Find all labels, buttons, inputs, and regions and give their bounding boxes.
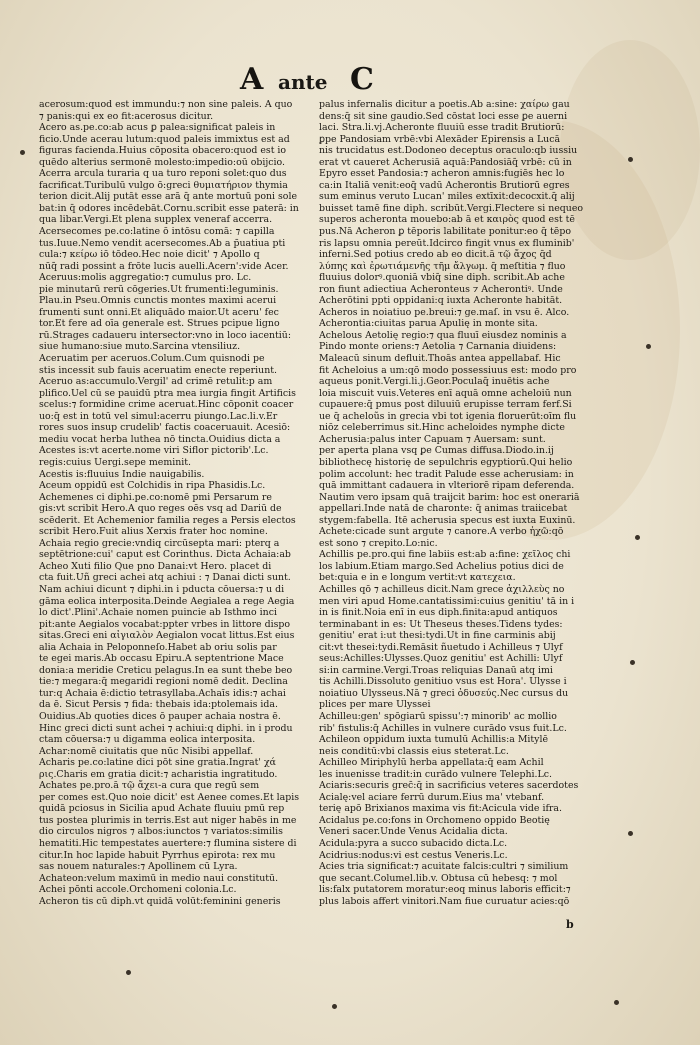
text-line: plifico.Uel cū se pauidū ptra mea iurgia fingit Artificis bbox=[39, 387, 296, 399]
text-line: noiatiuo Ulysseus.Nā ⁊ greci ὀδυσεύς.Nec cursus du bbox=[319, 687, 569, 699]
text-line: fluuius dolorꝰ.quoniā vbiq̄ sine diph. scribit.Ab ache bbox=[319, 272, 565, 284]
text-line: siue humano:siue muto.Sarcina vtensiliuz. bbox=[39, 341, 241, 353]
text-line: Achei pōnti accole.Orchomeni colonia.Lc. bbox=[39, 884, 237, 896]
text-line: bibliothecę historię de sepulchris egyptiorū.Qui helio bbox=[319, 456, 573, 468]
text-line: ris lapsu omnia pereūt.Idcirco fingit vnus ex fluminib' bbox=[319, 237, 575, 249]
text-line: tur:q Achaia ē:dictio tetrasyllaba.Achaīs idis:⁊ achai bbox=[39, 687, 286, 699]
left-text-column bbox=[39, 99, 311, 907]
text-line: stygem:fabella. Itē acherusia specus est iuxta Euxinū. bbox=[319, 514, 576, 526]
worm-hole bbox=[20, 150, 25, 155]
text-line: nūq̄ radi possint a frōte lucis auelli.Acern':vide Acer. bbox=[39, 260, 289, 272]
header-left-letter: A bbox=[240, 62, 265, 97]
text-line: frumenti sunt onni.Et aliquādo maior.Ut aceru' fec bbox=[39, 306, 279, 318]
worm-hole bbox=[614, 1000, 619, 1005]
text-line: Ouidius.Ab quoties dices ō pauper achaia nostra ē. bbox=[39, 710, 281, 722]
text-line: acerosum:quod est immundu:⁊ non sine paleis. A quo bbox=[39, 99, 293, 110]
text-line: ue q̄ acheloũs in grecia vbi tot igenia floruerūt:oīm flu bbox=[319, 410, 577, 422]
text-line: sas nouem naturales:⁊ Apollinem cū Lyra. bbox=[39, 861, 238, 873]
text-line: Hinc greci dicti sunt achei ⁊ achiui:q diphi. in i produ bbox=[39, 722, 293, 734]
text-line: Acies tria significat:⁊ acuitate falcis:cultri ⁊ similium bbox=[319, 861, 569, 873]
text-line: Acialę:vel aciare ferrū durum.Eius ma' vtebanf. bbox=[319, 791, 545, 803]
text-line: Plau.in Pseu.Omnis cunctis montes maximi acerui bbox=[39, 295, 277, 307]
worm-hole bbox=[628, 831, 633, 836]
text-line: in is finit.Noia enī in eus diph.finita:apud antiquos bbox=[319, 607, 558, 619]
text-line: Achilleo Miriphylū herba appellata:q̄ eam Achil bbox=[319, 757, 544, 769]
text-line: facrificat.Turibulū vulgo ō:greci θυμιατήριον thymia bbox=[39, 179, 288, 191]
text-line: ρις.Charis em gratia dicit:⁊ acharistia ingratitudo. bbox=[39, 768, 278, 780]
text-line: ⁊ panis:qui ex eo fit:acerosus dicitur. bbox=[39, 110, 214, 122]
text-line: plus labois affert vinitori.Nam fiue curuatur acies:qō bbox=[319, 895, 570, 907]
text-line: scelus:⁊ formidine crime aceruat.Hinc cōponit coacer bbox=[39, 399, 294, 411]
text-line: Aceum oppidū est Colchidis in ripa Phasidis.Lc. bbox=[39, 480, 266, 492]
text-line: Achete:cicade sunt argute ⁊ canore.A verbo ἠχῶ:qō bbox=[319, 526, 564, 538]
text-line: gis:vt scribit Hero.A quo reges oēs vsq ad Dariū de bbox=[39, 503, 282, 515]
text-line: genitiu' erat i:ut thesi:tydi.Ut in fine carminis abij bbox=[319, 630, 556, 642]
text-line: Veneri sacer.Unde Venus Acidalia dicta. bbox=[319, 826, 508, 838]
text-line: septētrione:cui' caput est Corinthus. Dicta Achaia:ab bbox=[39, 549, 291, 561]
text-line: dio circulos nigros ⁊ albos:iunctos ⁊ variatos:similis bbox=[39, 826, 283, 838]
text-line: neis conditū:vbi classis eius steterat.Lc. bbox=[319, 745, 509, 757]
text-line: ꝑpe Pandosiam vrbē:vbi Alexāder Epirensis a Lucā bbox=[319, 133, 561, 145]
text-line: Achilleu:gen' spōgiarū spissu':⁊ minorib' ac mollio bbox=[319, 710, 557, 722]
text-line: loia miscuit vuis.Veteres enī aquā omne acheloiū nun bbox=[319, 387, 572, 399]
text-line: dens:q̄ sit sine gaudio.Sed cōstat loci esse ꝑe auerni bbox=[319, 110, 568, 122]
text-line: ca:in Italiā venit:eoq̄ vadū Acherontis Brutiorū egres bbox=[319, 179, 570, 191]
text-line: est sono ⁊ crepito.Lo:nic. bbox=[319, 537, 438, 549]
text-line: bet:quia e in e longum vertit:vt κατεχεια. bbox=[319, 572, 516, 584]
text-line: superos acheronta mouebo:ab ā et καιρὸς quod est tē bbox=[319, 214, 575, 226]
text-line: figuras facienda.Huius cōposita obacero:quod est io bbox=[39, 145, 287, 157]
text-line: ron fiunt adiectiua Acheronteus ⁊ Acherontiꝰ. Unde bbox=[319, 283, 563, 295]
header-right-letter: C bbox=[350, 62, 374, 97]
text-line: Acidula:pyra a succo subacido dicta.Lc. bbox=[319, 838, 508, 849]
text-line: niōz celeberrimus sit.Hinc acheloides nymphe dicte bbox=[319, 422, 565, 434]
text-line: Acerra arcula turaria q ua turo reponi solet:quo dus bbox=[39, 168, 287, 180]
text-line: Achaia regio grecie:vndiq circūsepta mari: pterq a bbox=[39, 537, 280, 549]
text-line: Nam achiui dicunt ⁊ diphi.in i pducta cōuersa:⁊ u di bbox=[39, 583, 285, 595]
text-line: que secant.Columel.lib.v. Obtusa cū hebesq: ⁊ mol bbox=[319, 872, 558, 884]
text-line: Acherontia:ciuitas parua Apulię in monte sita. bbox=[319, 318, 538, 330]
text-line: Achates pe.pro.ā τῷ ἄχει-a cura que regū sem bbox=[39, 780, 260, 792]
text-line: sitas.Greci eni αἰγιαλὸν Aegialon vocat littus.Est eius bbox=[39, 630, 295, 642]
text-line: seus:Achilles:Ulysses.Quoz genitiu' est Achilli: Ulyf bbox=[319, 653, 563, 665]
text-line: los labium.Etiam margo.Sed Achelius potius dici de bbox=[319, 560, 564, 572]
text-line: lo dict'.Plini'.Achaie nomen puincie ab Isthmo inci bbox=[39, 607, 277, 619]
text-line: da ē. Sicut Persis ⁊ fida: thebais ida:ptolemais ida. bbox=[39, 699, 278, 711]
text-line: tus.Iuue.Nemo vendit acersecomes.Ab a p̄uatiua pti bbox=[39, 237, 286, 249]
text-line: λύπης καὶ ἐρωτιάμενῆς τῆμ ἄλγωμ. q̄ meſtitia ⁊ fluo bbox=[319, 260, 566, 272]
text-line: per comes est.Quo noie dicit' est Aenee comes.Et lapis bbox=[39, 791, 300, 803]
text-line: Aceruatim per aceruos.Colum.Cum quisnodi pe bbox=[39, 353, 265, 365]
text-line: Achar:nomē ciuitatis que nūc Nisibi appellaf. bbox=[39, 745, 254, 757]
text-line: erat vt caueret Acherusiā aquā:Pandosiāq̄ vrbē: cū in bbox=[319, 156, 572, 168]
text-line: terminabant in es: Ut Theseus theses.Tidens tydes: bbox=[319, 618, 563, 630]
text-line: appellari.Inde natā de charonte: q̄ animas traiicebat bbox=[319, 503, 568, 515]
text-line: rū.Strages cadaueru intersector:vno in loco iacentiū: bbox=[39, 329, 291, 341]
signature-mark: b bbox=[566, 918, 574, 931]
worm-hole bbox=[628, 157, 633, 162]
text-line: hematiti.Hic tempestates auertere:⁊ flumina sistere di bbox=[39, 838, 297, 849]
text-line: Aceruus:molis aggregatio:⁊ cumulus pro. Lc. bbox=[39, 272, 252, 284]
text-line: citur.In hoc lapide habuit Pyrrhus epirota: rex mu bbox=[39, 849, 276, 861]
text-line: pit:ante Aegialos vocabat:ppter vrbes in littore dispo bbox=[39, 618, 291, 630]
text-line: cula:⁊ κείρω iō tōdeo.Hec noie dicit' ⁊ Apollo q bbox=[39, 249, 260, 261]
text-line: Aceruo as:accumulo.Vergil' ad crimē retulit:p am bbox=[39, 376, 273, 388]
header-word: ante bbox=[278, 70, 328, 94]
text-line: tie:⁊ megara:q̄ megaridi regioni nomē dedit. Declina bbox=[39, 676, 288, 688]
text-line: laci. Stra.li.vj.Acheronte fluuiū esse tradit Brutiorū: bbox=[319, 122, 565, 134]
text-line: inferni.Sed potius credo ab eo dicit.ā τῷ ἄχος q̄d bbox=[319, 249, 552, 261]
text-line: sum eminus veruto Lucan' miles extīxit:decocxit.q̄ alij bbox=[319, 191, 575, 203]
worm-hole bbox=[630, 660, 635, 665]
text-line: pus.Nā Acheron ꝑ tēporis labilitate ponitur:eo q̄ tēpo bbox=[319, 226, 571, 238]
worm-hole bbox=[332, 1004, 337, 1009]
text-line: lis:falx putatorem moratur:eoq minus laboris efficit:⁊ bbox=[319, 884, 571, 896]
text-line: Acestes is:vt acerte.nome viri Siflor pictorib'.Lc. bbox=[39, 445, 269, 457]
text-line: Achemenes ci diphi.pe.co:nomē pmi Persarum re bbox=[39, 491, 272, 503]
text-line: scribit Hero.Fuit alius Xerxis frater hoc nomine. bbox=[39, 526, 268, 538]
text-line: Achateon:velum maximū in medio naui constitutū. bbox=[39, 872, 279, 884]
text-line: Pindo monte oriens:⁊ Aetolia ⁊ Carnania diuidens: bbox=[319, 341, 557, 353]
text-line: Acherōtini ppti oppidani:q iuxta Acheronte habitāt. bbox=[319, 295, 563, 307]
text-line: cta fuit.Uñ greci achei atq achiui : ⁊ Danai dicti sunt. bbox=[39, 572, 291, 584]
worm-hole bbox=[635, 535, 640, 540]
text-line: Acherusia:palus inter Capuam ⁊ Auersam: sunt. bbox=[319, 433, 546, 445]
text-line: Acheo Xuti filio Que pno Danai:vt Hero. placet di bbox=[39, 560, 272, 572]
text-line: Achillis pe.pro.qui fine labiis est:ab a:fine: χεῖλος chi bbox=[319, 549, 571, 561]
text-line: buisset tamē fine diph. scribūt.Vergi.Flectere si nequeo bbox=[319, 202, 584, 214]
worm-hole bbox=[646, 344, 651, 349]
text-line: Acheros in noiatiuo pe.breui:⁊ ge.maſ. in vsu ē. Alco. bbox=[319, 306, 570, 318]
text-line: tis Achilli.Dissoluto genitiuo vsus est Hora'. Ulysse i bbox=[319, 676, 567, 688]
text-line: terię apō Brixianos maxima vis fit:Acicula vide ifra. bbox=[319, 803, 562, 815]
text-line: quidā pciosus in Sicilia apud Achate fluuiu pmū rep bbox=[39, 803, 285, 815]
text-line: Acersecomes pe.co:latine ō intōsu comā: ⁊ capilla bbox=[39, 226, 275, 238]
text-line: Achileon oppidum iuxta tumulū Achillis:a Mitylē bbox=[319, 734, 549, 746]
text-line: quēdo alterius sermonē molesto:impedio:oū obijcio. bbox=[39, 156, 285, 168]
text-line: pie minutarū rerū cōgeries.Ut frumenti:leguminis. bbox=[39, 283, 279, 295]
text-line: fit Acheloius a um:qō modo possessiuus est: modo pro bbox=[319, 364, 577, 376]
text-line: Acharis pe.co:latine dici pōt sine gratia.Ingrat' χά bbox=[39, 757, 276, 769]
text-line: Acidalus pe.co:fons in Orchomeno oppido Beotię bbox=[319, 814, 550, 826]
text-line: Acidrius:nodus:vi est cestus Veneris.Lc. bbox=[319, 849, 508, 861]
text-line: rib' fistulis:q̄ Achilles in vulnere curādo vsus fuit.Lc. bbox=[319, 722, 567, 734]
text-line: si:in carmine.Vergi.Troas reliquias Danaū atq imi bbox=[319, 664, 553, 676]
text-line: gāma eolica interposita.Deinde Aegialea a rege Aegia bbox=[39, 595, 295, 607]
right-text-column bbox=[319, 99, 591, 907]
text-line: ctam cōuersa:⁊ u digamma eolica interposita. bbox=[39, 734, 256, 746]
page-header bbox=[0, 62, 700, 98]
text-line: men viri apud Home.cantatissimi:cuius genitiu' tā in i bbox=[319, 595, 575, 607]
text-line: qua libar.Vergi.Et plena supplex veneraf accerra. bbox=[39, 214, 273, 226]
text-line: Achilles qō ⁊ achilleus dicit.Nam grece ἀχιλλεὺς no bbox=[319, 583, 565, 595]
text-line: les inuenisse tradit:in curādo vulnere Telephi.Lc. bbox=[319, 768, 552, 780]
text-line: tor.Et fere ad oīa generale est. Strues pcipue ligno bbox=[39, 318, 280, 330]
text-line: Acheron tis cū diph.vt quidā volūt:feminini generis bbox=[39, 895, 281, 907]
text-line: tus postea plurimis in terris.Est aut niger habēs in me bbox=[39, 814, 297, 826]
text-line: ficio.Unde acerau lutum:quod paleis immixtus est ad bbox=[39, 133, 290, 145]
text-line: alia Achaia in Peloponneſo.Habet ab oriu solis par bbox=[39, 641, 277, 653]
text-line: plices per mare Ulyssei bbox=[319, 699, 431, 711]
text-line: Epyro esset Pandosia:⁊ acheron amnis:fugiēs hec lo bbox=[319, 168, 565, 180]
text-line: aqueus ponit.Vergi.li.j.Geor.Poculaq̄ inuētis ache bbox=[319, 376, 550, 388]
text-line: mediu vocat herba luthea nō tincta.Ouidius dicta a bbox=[39, 433, 281, 445]
text-line: uo:q̄ est in totū vel simul:acerru piungo.Lac.li.v.Er bbox=[39, 410, 278, 422]
text-line: stis incessit sub fauis aceruatim enecte reperiunt. bbox=[39, 364, 277, 376]
text-line: polim accolunt: hec tradit Palude esse acherusiam: in bbox=[319, 468, 574, 480]
text-line: terion dicit.Alij putāt esse arā q̄ ante mortuū poni sole bbox=[39, 191, 297, 203]
text-line: regis:cuius Uergi.sepe meminit. bbox=[39, 456, 192, 468]
text-line: Maleacū sinum defluit.Thoās antea appellabaf. Hic bbox=[319, 353, 561, 365]
worm-hole bbox=[126, 970, 131, 975]
text-line: Acestis is:fluuius Indie nauigabilis. bbox=[39, 468, 205, 480]
text-line: Nautim vero ipsam quā traijcit barim: hoc est onerariā bbox=[319, 491, 580, 503]
text-line: scēderit. Et Achemenior familia reges a Persis electos bbox=[39, 514, 296, 526]
text-line: Acero as.pe.co:ab acus ꝑ palea:significat paleis in bbox=[39, 122, 276, 134]
text-line: bat:in q̄ odores incēdebāt.Cornu.scribit esse paterā: in bbox=[39, 202, 299, 214]
text-line: per aperta plana vsq ꝑe Cumas diffusa.Diodo.in.ij bbox=[319, 445, 554, 457]
text-line: cit:vt thesei:tydi.Remāsit ñuetudo i Achilleus ⁊ Ulyf bbox=[319, 641, 563, 653]
text-line: palus infernalis dicitur a poetis.Ab a:sine: χαίρω gau bbox=[319, 99, 570, 110]
text-line: Aciaris:securis grec̄:q̄ in sacrificius veteres sacerdotes bbox=[319, 780, 579, 792]
text-line: Achelous Aetolię regio:⁊ qua fluuī eiusdez nominis a bbox=[319, 329, 567, 341]
text-line: donia:a meridie Creticu pelagus.In ea sunt thebe beo bbox=[39, 664, 293, 676]
text-line: nis trucidatus est.Dodoneo deceptus oraculo:qb iussiu bbox=[319, 145, 578, 157]
text-line: quā immittant cadauera in vlteriorē ripam deferenda. bbox=[319, 480, 575, 492]
text-line: cupauere:q̄ pmus post diluuiū erupisse terram ferf.Si bbox=[319, 399, 572, 411]
text-line: rores suos insup crudelib' factis coaceruauit. Acesiō: bbox=[39, 422, 291, 434]
text-line: te egei maris.Ab occasu Epiru.A septentrione Mace bbox=[39, 653, 284, 665]
